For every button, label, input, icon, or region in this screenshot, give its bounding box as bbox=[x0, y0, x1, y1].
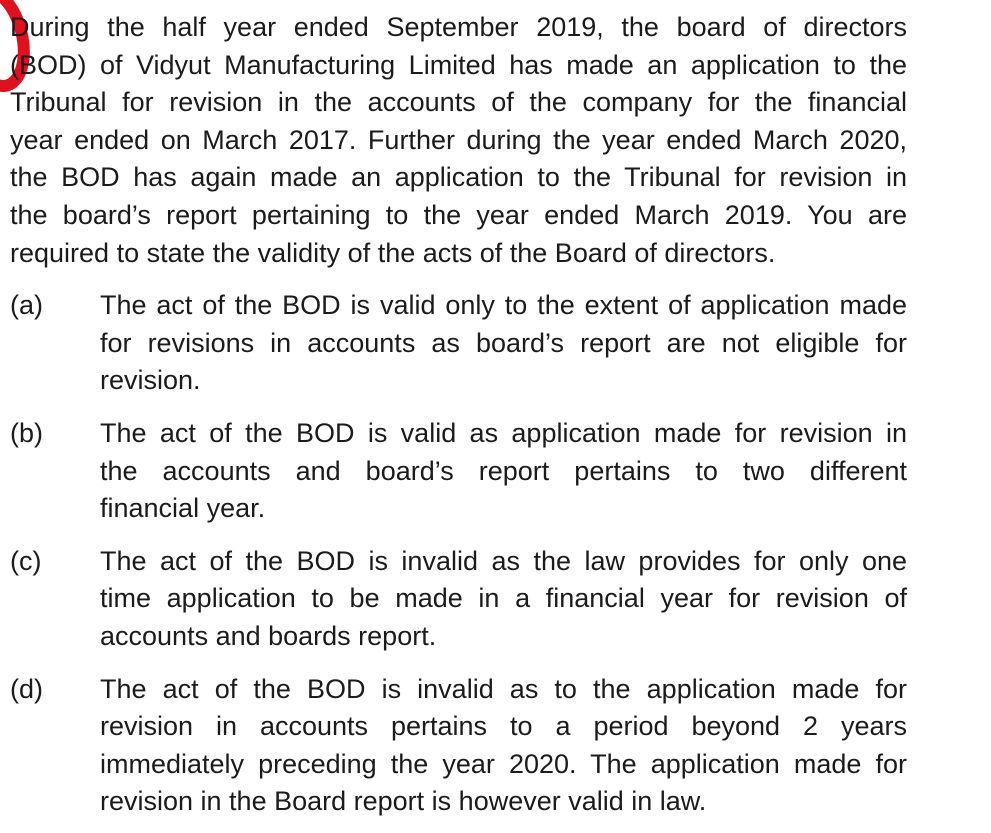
text-line: the BOD has again made an application to the Tribunal for revision in bbox=[10, 162, 907, 193]
text-line: The act of the BOD is valid only to the extent of application made bbox=[100, 290, 907, 321]
option-text bbox=[100, 287, 907, 400]
answer-option-row bbox=[10, 671, 907, 821]
text-line: the board’s report pertaining to the year ended March 2019. You are bbox=[10, 199, 907, 230]
text-line: The act of the BOD is invalid as to the application made for bbox=[100, 673, 907, 704]
option-label: (d) bbox=[10, 673, 43, 704]
option-text bbox=[100, 671, 907, 821]
text-line: for revisions in accounts as board’s report are not eligible for bbox=[100, 327, 907, 358]
answer-option-row bbox=[10, 415, 907, 528]
text-line: immediately preceding the year 2020. The application made for bbox=[100, 748, 907, 779]
option-text bbox=[100, 543, 907, 656]
text-line: revision. bbox=[100, 365, 201, 396]
text-line: year ended on March 2017. Further during the year ended March 2020, bbox=[10, 124, 907, 155]
text-line: time application to be made in a financial year for revision of bbox=[100, 583, 907, 614]
question-intro-paragraph bbox=[10, 9, 907, 272]
text-line: revision in the Board report is however valid in law. bbox=[100, 786, 707, 817]
text-line: The act of the BOD is invalid as the law provides for only one bbox=[100, 545, 907, 576]
text-line: The act of the BOD is valid as application made for revision in bbox=[100, 417, 907, 448]
text-line: financial year. bbox=[100, 493, 266, 524]
options-list bbox=[10, 287, 907, 821]
option-text bbox=[100, 415, 907, 528]
text-line: accounts and boards report. bbox=[100, 620, 437, 651]
text-line: Tribunal for revision in the accounts of the company for the financial bbox=[10, 87, 907, 118]
option-label: (a) bbox=[10, 290, 43, 321]
option-label: (c) bbox=[10, 545, 42, 576]
text-line: the accounts and board’s report pertains to two different bbox=[100, 455, 907, 486]
text-line: (BOD) of Vidyut Manufacturing Limited has made an application to the bbox=[10, 49, 907, 80]
text-line: During the half year ended September 2019, the board of directors bbox=[10, 12, 907, 42]
option-label: (b) bbox=[10, 417, 43, 448]
text-line: required to state the validity of the acts of the Board of directors. bbox=[10, 237, 776, 268]
answer-option-row bbox=[10, 287, 907, 400]
answer-option-row bbox=[10, 543, 907, 656]
text-line: revision in accounts pertains to a period beyond 2 years bbox=[100, 711, 907, 742]
